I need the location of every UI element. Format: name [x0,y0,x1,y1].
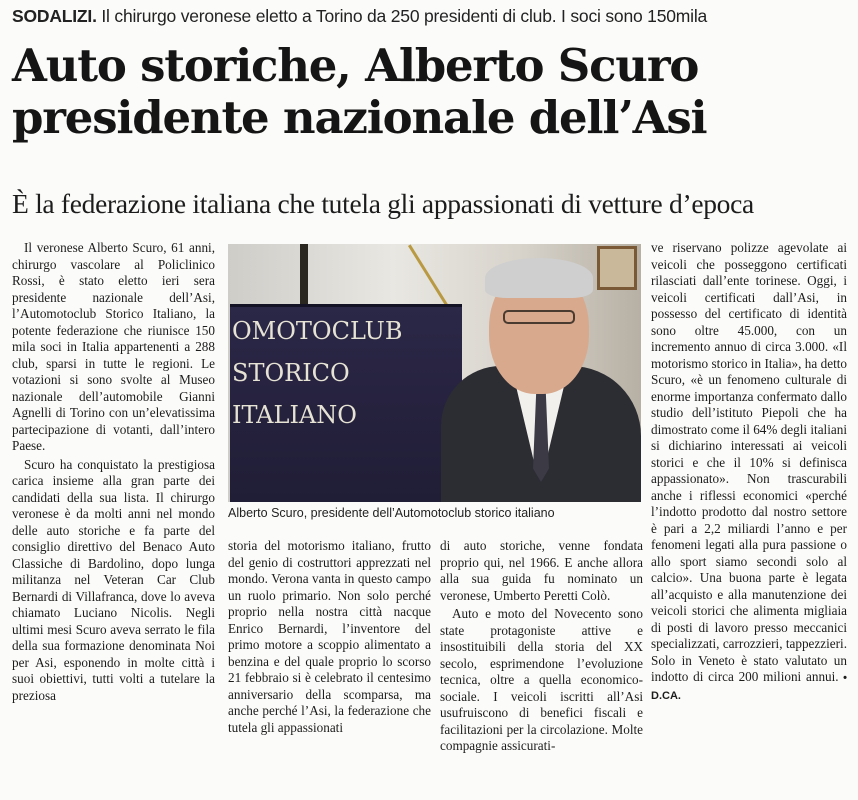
banner-text [232,310,402,436]
glasses [503,310,575,324]
photo-caption: Alberto Scuro, presidente dell’Automotoclub storico italiano [228,506,555,520]
banner-line: ITALIANO [232,401,357,429]
paragraph: Scuro ha conquistato la prestigiosa carica insieme alla gran parte dei candidati della sua lista. Il chirurgo veronese è da molti anni nel mondo delle auto storiche e fa parte del consiglio direttivo del Benaco Auto Classiche di Bardolino, dopo lunga militanza nel Veteran Car Club Bernardi di Villafranca, dove lo aveva chiamato Luciano Nicolis. Negli ultimi mesi Scuro aveva serrato le fila della sua formazione denominata Noi per Asi, esponendo in molte città i suoi obiettivi, tutti volti a tutelare la preziosa [12,456,215,703]
paragraph: Il veronese Alberto Scuro, 61 anni, chirurgo vascolare al Policlinico Rossi, è stato eletto ieri sera presidente nazionale dell’Asi, l’Automotoclub Storico Italiano, la potente federazione che riunisce 150 mila soci in Italia appartenenti a 288 club, sparsi in tutte le regioni. Le votazioni si sono svolte al Museo nazionale dell’automobile Gianni Agnelli di Torino con un’elevatissima partecipazione di votanti, dall’intero Paese. [12,240,215,453]
article-column-3 [440,538,643,755]
hair [485,258,593,298]
paragraph: storia del motorismo italiano, frutto del genio di costruttori apprezzati nel mondo. Verona vanta in questo campo un ruolo primario. Non solo perché proprio nella nostra città nacque Enrico Bernardi, l’inventore del primo motore a scoppio alimentato a benzina e del quale proprio lo scorso 21 febbraio si è celebrato il centesimo anniversario della scomparsa, ma anche perché l’Asi, la federazione che tutela gli appassionati [228,538,431,735]
paragraph: Auto e moto del Novecento sono state protagoniste attive e insostituibili della storia del XX secolo, esprimendone l’evoluzione tecnica, oltre a quella economico-sociale. I veicoli iscritti all’Asi usufruiscono di benefici fiscali e facilitazioni per la circolazione. Molte compagnie assicurati- [440,606,643,753]
article-photo [228,244,641,502]
paragraph-text: ve riservano polizze agevolate ai veicoli che posseggono certificati rilasciati dall’ente torinese. Oggi, i veicoli certificati dall’Asi, in possesso del certificato di identità sono oltre 45.000, con un incremento annuo di circa 3.000. «Il motorismo storico in Italia», ha detto Scuro, «è un fenomeno culturale di enorme importanza confermato dallo studio dell’istituto Piepoli che ha dimostrato come il 64% degli italiani si dichiarino interessati ai veicoli storici e che il 10% si definisca appassionato». Non trascurabili anche i riflessi economici «perché l’indotto prodotto dal nostro settore è pari a 2,2 miliardi l’anno e per fenomeni legati alla pura passione o allo sport siamo secondi solo al calcio». Una buona parte è legata all’acquisto e alla manutenzione dei veicoli storici che alimenta migliaia di posti di lavoro presso meccanici specializzati, carrozzieri, tappezzieri. Solo in Veneto è stato valutato un indotto di circa 200 milioni annui. [651,240,847,684]
banner-line: OMOTOCLUB [232,317,403,345]
flag-pole [300,244,308,308]
banner-line: STORICO [232,359,350,387]
kicker [12,6,852,27]
paragraph [651,240,847,704]
headline-line-1: Auto storiche, Alberto Scuro [12,39,699,92]
article-column-4 [651,240,847,704]
paragraph: di auto storiche, venne fondata proprio qui, nel 1966. E anche allora alla sua guida fu nominato un veronese, Umberto Peretti Colò. [440,538,643,603]
author-credit: • D.CA. [651,672,847,702]
kicker-text: Il chirurgo veronese eletto a Torino da 250 presidenti di club. I soci sono 150mila [96,6,708,26]
headline-line-2: presidente nazionale dell’Asi [12,91,707,144]
kicker-tag: SODALIZI. [12,6,97,26]
headline [12,40,852,144]
article-column-2 [228,538,431,736]
portrait-person [441,244,641,502]
article-column-1 [12,240,215,704]
subheadline: È la federazione italiana che tutela gli appassionati di vetture d’epoca [12,188,754,219]
